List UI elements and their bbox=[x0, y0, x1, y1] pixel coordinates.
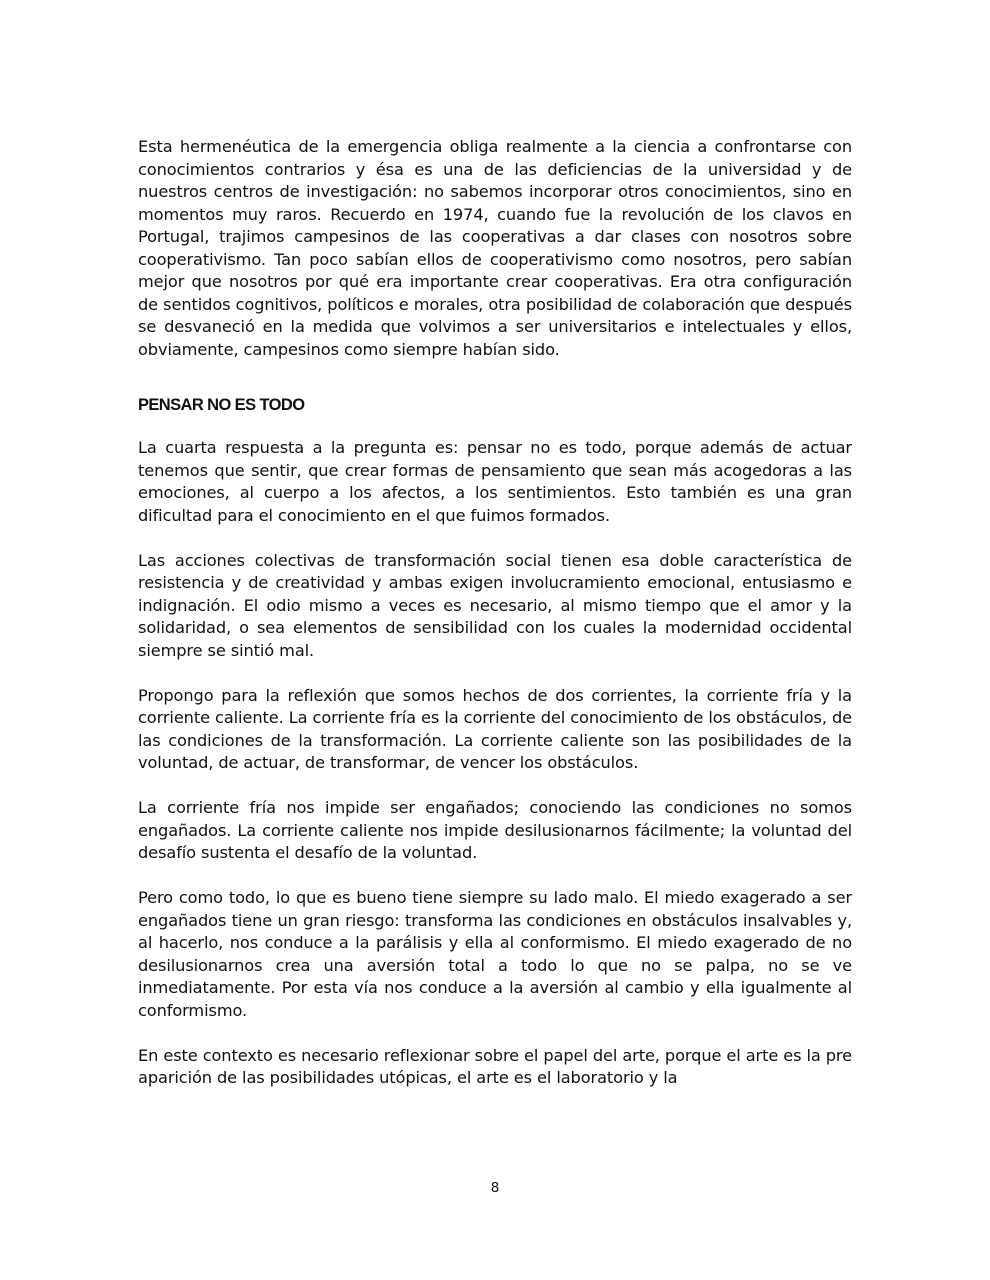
paragraph-hermeneutica: Esta hermenéutica de la emergencia obliga realmente a la ciencia a confrontarse con conocimientos contrarios y ésa es una de las deficiencias de la universidad y de nuestros centros de investigación: no sabemos incorporar otros conocimientos, sino en momentos muy raros. Recuerdo en 1974, cuando fue la revolución de los clavos en Portugal, trajimos campesinos de las cooperativas a dar clases con nosotros sobre cooperativismo. Tan poco sabían ellos de cooperativismo como nosotros, pero sabían mejor que nosotros por qué era importante crear cooperativas. Era otra configuración de sentidos cognitivos, políticos e morales, otra posibilidad de colaboración que después se desvaneció en la medida que volvimos a ser universitarios e intelectuales y ellos, obviamente, campesinos como siempre habían sido. bbox=[138, 137, 852, 359]
page-number: 8 bbox=[490, 1180, 500, 1196]
paragraph-lado-malo: Pero como todo, lo que es bueno tiene siempre su lado malo. El miedo exagerado a ser engañados tiene un gran riesgo: transforma las condiciones en obstáculos insalvables y, al hacerlo, nos conduce a la parálisis y ella al conformismo. El miedo exagerado de no desilusionarnos crea una aversión total a todo lo que no se palpa, no se ve inmediatamente. Por esta vía nos conduce a la aversión al cambio y ella igualmente al conformismo. bbox=[138, 888, 852, 1020]
paragraph-cuarta-respuesta: La cuarta respuesta a la pregunta es: pensar no es todo, porque además de actuar tenemos que sentir, que crear formas de pensamiento que sean más acogedoras a las emociones, al cuerpo a los afectos, a los sentimientos. Esto también es una gran dificultad para el conocimiento en el que fuimos formados. bbox=[138, 438, 852, 525]
paragraph-papel-del-arte: En este contexto es necesario reflexionar sobre el papel del arte, porque el arte es la pre aparición de las posibilidades utópicas, el arte es el laboratorio y la bbox=[138, 1045, 852, 1087]
document-body bbox=[138, 136, 852, 1112]
section-heading: PENSAR NO ES TODO bbox=[138, 396, 305, 414]
paragraph-dos-corrientes: Propongo para la reflexión que somos hechos de dos corrientes, la corriente fría y la corriente caliente. La corriente fría es la corriente del conocimiento de los obstáculos, de las condiciones de la transformación. La corriente caliente son las posibilidades de la voluntad, de actuar, de transformar, de vencer los obstáculos. bbox=[138, 685, 852, 772]
paragraph-corriente-fria: La corriente fría nos impide ser engañados; conociendo las condiciones no somos engañados. La corriente caliente nos impide desilusionarnos fácilmente; la voluntad del desafío sustenta el desafío de la voluntad. bbox=[138, 798, 852, 862]
paragraph-acciones-colectivas: Las acciones colectivas de transformación social tienen esa doble característica de resistencia y de creatividad y ambas exigen involucramiento emocional, entusiasmo e indignación. El odio mismo a veces es necesario, al mismo tiempo que el amor y la solidaridad, o sea elementos de sensibilidad con los cuales la modernidad occidental siempre se sintió mal. bbox=[138, 550, 852, 660]
